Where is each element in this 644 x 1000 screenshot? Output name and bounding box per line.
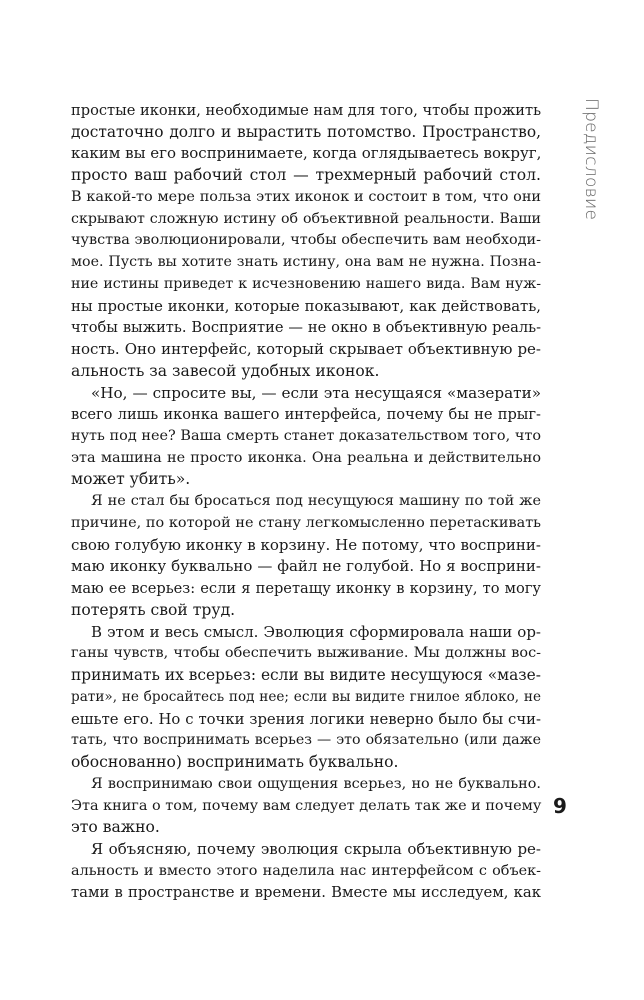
- body-text: [71, 100, 541, 904]
- text-line: мое. Пусть вы хотите знать истину, она вам не нужна. Позна-: [71, 254, 541, 271]
- text-line: обоснованно) воспринимать буквально.: [71, 753, 399, 772]
- text-line: достаточно долго и вырастить потомство. Пространство,: [71, 122, 541, 141]
- text-line: чтобы выжить. Восприятие — не окно в объективную реаль-: [71, 319, 541, 337]
- text-line: ность. Оно интерфейс, который скрывает объективную ре-: [71, 340, 541, 359]
- text-line: принимать их всерьез: если вы видите несущуюся «мазе-: [71, 666, 541, 685]
- text-line: это важно.: [71, 818, 160, 837]
- text-line: свою голубую иконку в корзину. Не потому, что восприни-: [71, 535, 541, 554]
- text-line: рати», не бросайтесь под нее; если вы видите гнилое яблоко, не: [71, 688, 541, 705]
- text-line: всего лишь иконка вашего интерфейса, почему бы не прыг-: [71, 406, 541, 424]
- text-line: ны простые иконки, которые показывают, как действовать,: [71, 297, 541, 315]
- text-line: ганы чувств, чтобы обеспечить выживание. Мы должны вос-: [71, 645, 541, 662]
- text-line: тать, что воспринимать всерьез — это обязательно (или даже: [71, 732, 541, 749]
- page-number: 9: [553, 794, 567, 818]
- running-head: Предисловие: [581, 98, 601, 221]
- text-line: Я не стал бы бросаться под несущуюся машину по той же: [91, 493, 541, 510]
- text-line: потерять свой труд.: [71, 600, 236, 619]
- text-line: Эта книга о том, почему вам следует делать так же и почему: [71, 797, 542, 814]
- text-line: альность за завесой удобных иконок.: [71, 361, 380, 380]
- text-line: альность и вместо этого наделила нас интерфейсом с объек-: [71, 862, 541, 879]
- text-line: просто ваш рабочий стол — трехмерный рабочий стол.: [71, 166, 541, 185]
- text-line: причине, по которой не стану легкомысленно перетаскивать: [71, 514, 541, 531]
- text-line: тами в пространстве и времени. Вместе мы исследуем, как: [71, 884, 541, 902]
- text-line: ние истины приведет к исчезновению нашего вида. Вам нуж-: [71, 275, 541, 292]
- text-line: эта машина не просто иконка. Она реальна и действительно: [71, 449, 541, 466]
- text-line: В какой-то мере польза этих иконок и состоит в том, что они: [71, 188, 541, 205]
- text-line: Я воспринимаю свои ощущения всерьез, но не буквально.: [91, 775, 541, 792]
- text-line: скрывают сложную истину об объективной реальности. Ваши: [71, 210, 541, 227]
- text-line: В этом и весь смысл. Эволюция сформировала наши ор-: [91, 622, 541, 641]
- text-line: может убить».: [71, 470, 191, 489]
- text-line: чувства эволюционировали, чтобы обеспечить вам необходи-: [71, 232, 541, 249]
- text-line: простые иконки, необходимые нам для того, чтобы прожить: [71, 102, 542, 119]
- text-line: ешьте его. Но с точки зрения логики неверно было бы счи-: [71, 710, 541, 728]
- text-line: маю иконку буквально — файл не голубой. Но я восприни-: [71, 557, 541, 576]
- text-line: «Но, — спросите вы, — если эта несущаяся «мазерати»: [91, 383, 541, 402]
- text-line: Я объясняю, почему эволюция скрыла объективную ре-: [91, 839, 541, 858]
- text-line: нуть под нее? Ваша смерть станет доказательством того, что: [71, 428, 541, 445]
- text-line: маю ее всерьез: если я перетащу иконку в корзину, то могу: [71, 580, 541, 598]
- text-line: каким вы его воспринимаете, когда оглядываетесь вокруг,: [71, 144, 542, 163]
